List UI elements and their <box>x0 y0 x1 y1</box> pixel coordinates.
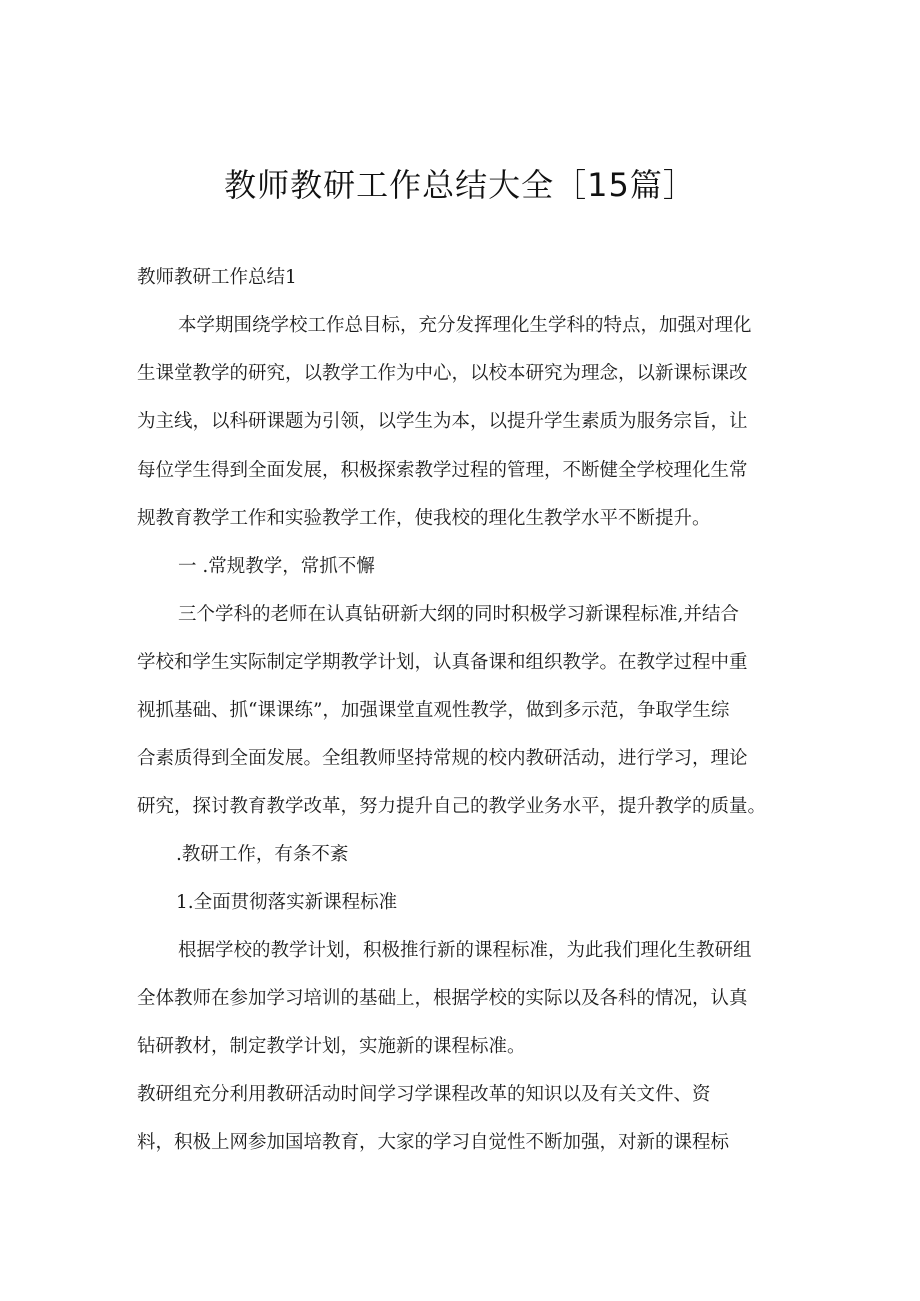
document-title: 教师教研工作总结大全［15篇］ <box>224 166 696 204</box>
paragraph-line: 生课堂教学的研究，以教学工作为中心，以校本研究为理念，以新课标课改 <box>137 363 748 384</box>
subheading: .教研工作，有条不紊 <box>176 844 349 865</box>
paragraph-line: 全体教师在参加学习培训的基础上，根据学校的实际以及各科的情况，认真 <box>137 988 748 1009</box>
section-heading: 教师教研工作总结1 <box>137 267 297 288</box>
subheading: 1.全面贯彻落实新课程标准 <box>176 892 398 913</box>
paragraph-line: 规教育教学工作和实验教学工作，使我校的理化生教学水平不断提升。 <box>137 508 711 529</box>
paragraph-line: 教研组充分利用教研活动时间学习学课程改革的知识以及有关文件、资 <box>137 1084 711 1105</box>
paragraph-line: 每位学生得到全面发展，积极探索教学过程的管理，不断健全学校理化生常 <box>137 460 748 481</box>
paragraph-line: 合素质得到全面发展。全组教师坚持常规的校内教研活动，进行学习，理论 <box>137 748 748 769</box>
paragraph-line: 三个学科的老师在认真钻研新大纲的同时积极学习新课程标准,并结合 <box>178 604 739 625</box>
paragraph-line: 视抓基础、抓“课课练”，加强课堂直观性教学，做到多示范，争取学生综 <box>137 700 730 721</box>
paragraph-line: 学校和学生实际制定学期教学计划，认真备课和组织教学。在教学过程中重 <box>137 652 748 673</box>
subheading: 一 .常规教学，常抓不懈 <box>178 556 375 577</box>
paragraph-line: 为主线，以科研课题为引领，以学生为本，以提升学生素质为服务宗旨，让 <box>137 411 748 432</box>
paragraph-line: 研究，探讨教育教学改革，努力提升自己的教学业务水平，提升教学的质量。 <box>137 796 767 817</box>
paragraph-line: 钻研教材，制定教学计划，实施新的课程标准。 <box>137 1036 526 1057</box>
paragraph-line: 根据学校的教学计划，积极推行新的课程标准，为此我们理化生教研组 <box>178 940 752 961</box>
paragraph-line: 料，积极上网参加国培教育，大家的学习自觉性不断加强，对新的课程标 <box>137 1132 730 1153</box>
paragraph-line: 本学期围绕学校工作总目标，充分发挥理化生学科的特点，加强对理化 <box>178 315 752 336</box>
